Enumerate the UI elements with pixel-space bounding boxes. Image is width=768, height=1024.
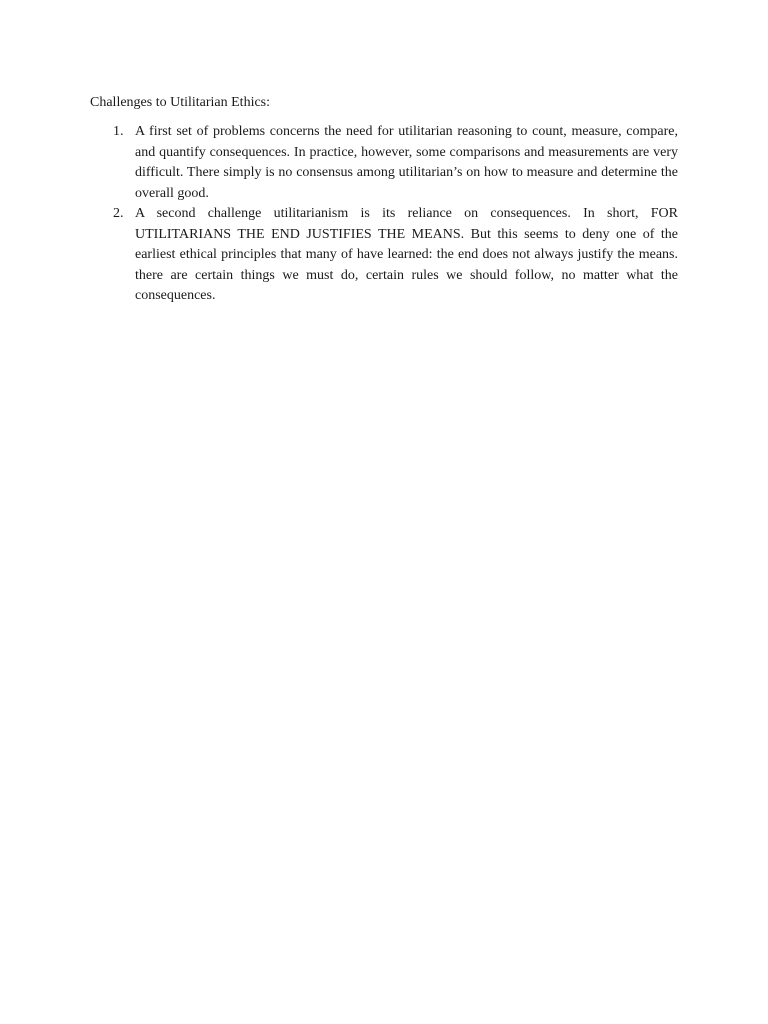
- list-item-number: 2.: [113, 206, 124, 221]
- list-item-text: A second challenge utilitarianism is its reliance on consequences. In short, FOR UTILITARIANS THE END JUSTIFIES THE MEANS. But this seems to deny one of the earliest ethical principles that many of have learned: the end does not always justify the means. there are certain things we must do, certain rules we should follow, no matter what the consequences.: [135, 206, 678, 303]
- list-item-number: 1.: [113, 124, 124, 139]
- challenges-list: [90, 122, 678, 307]
- list-item: [90, 122, 678, 204]
- list-item: [90, 204, 678, 307]
- document-heading: Challenges to Utilitarian Ethics:: [90, 95, 271, 110]
- list-item-text: A first set of problems concerns the need for utilitarian reasoning to count, measure, compare, and quantify consequences. In practice, however, some comparisons and measurements are very difficult. There simply is no consensus among utilitarian’s on how to measure and determine the overall good.: [135, 124, 678, 201]
